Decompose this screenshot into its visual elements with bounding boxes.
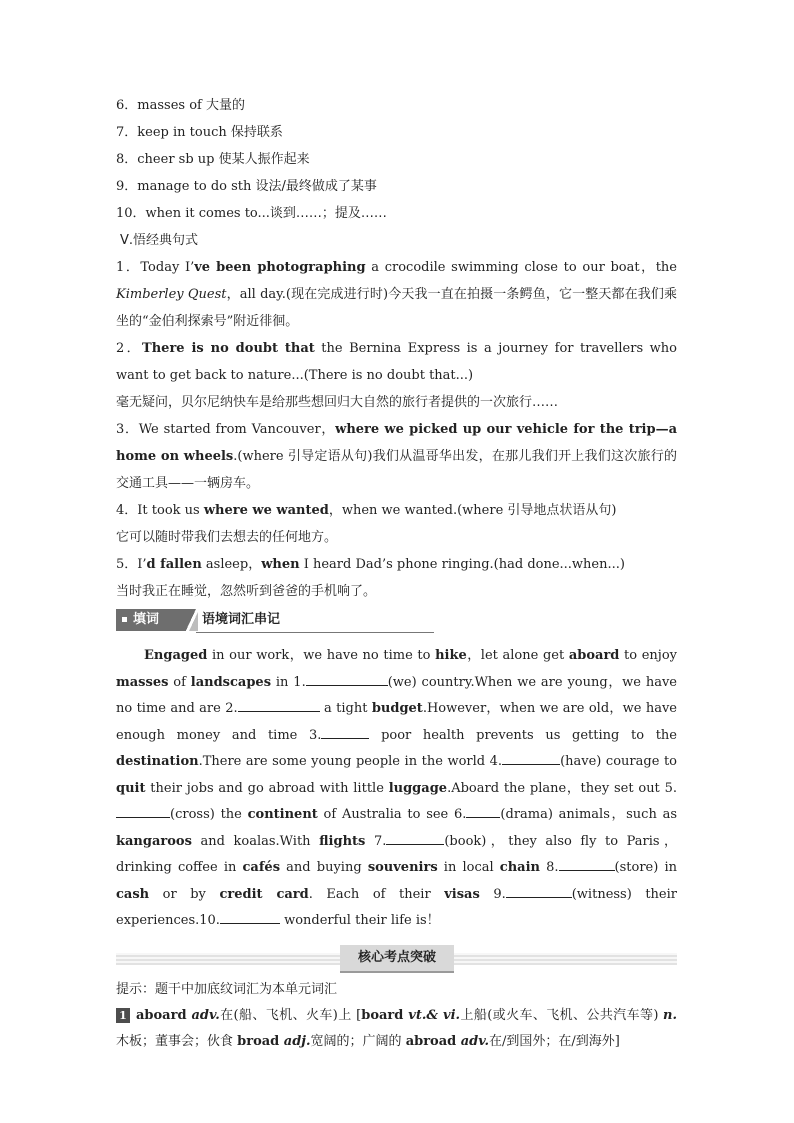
- sentence-text: 3．We started from Vancouver，: [116, 422, 336, 437]
- answer-blank-10[interactable]: [220, 911, 280, 924]
- related-word: abroad: [405, 1033, 457, 1049]
- key-structure: d fallen: [146, 557, 202, 572]
- vocab-word: credit card: [219, 886, 309, 902]
- phrase-english: keep in touch: [137, 125, 231, 140]
- sentence-4-translation: 它可以随时带我们去想去的任何地方。: [116, 530, 338, 545]
- vocab-word: quit: [116, 780, 146, 796]
- phrase-item: [116, 200, 677, 227]
- phrase-list: [116, 92, 677, 227]
- phrase-item: [116, 92, 677, 119]
- passage-text: or by: [149, 886, 220, 902]
- phrase-chinese: 使某人振作起来: [218, 152, 310, 167]
- phrase-number: 10．: [116, 206, 146, 221]
- passage-text: in local: [437, 860, 500, 875]
- page-content: [116, 92, 677, 1055]
- phrase-item: [116, 146, 677, 173]
- banner-tag: [116, 609, 192, 631]
- sentence-4: [116, 497, 677, 524]
- sentence-text: a crocodile swimming close to our boat，the: [365, 260, 677, 275]
- vocab-word: chain: [499, 860, 540, 875]
- answer-blank-3[interactable]: [321, 726, 369, 739]
- passage-text: of: [168, 674, 191, 690]
- vocab-word: cafés: [242, 860, 281, 875]
- key-structure: where we picked up our vehicle for the trip—a home on wheels: [116, 422, 677, 464]
- passage-text: (book)，they also fly to Paris，drinking coffee in: [116, 833, 677, 875]
- vocab-word: budget: [371, 701, 423, 716]
- phrase-number: 8．: [116, 152, 138, 167]
- vocab-word: kangaroos: [116, 833, 192, 849]
- cloze-passage: [116, 643, 677, 935]
- vocab-word: Engaged: [144, 648, 208, 663]
- phrase-number: 7．: [116, 125, 138, 140]
- passage-text: (drama) animals，such as: [500, 807, 677, 822]
- vocab-entry-1: [116, 1003, 677, 1055]
- passage-text: their jobs and go abroad with little: [145, 780, 389, 796]
- ship-name: Kimberley Quest: [116, 287, 227, 302]
- answer-blank-4[interactable]: [502, 752, 560, 765]
- hint-text: 提示：题干中加底纹词汇为本单元词汇: [116, 981, 338, 997]
- passage-text: . Each of their: [308, 886, 445, 902]
- passage-text: and buying: [280, 860, 368, 875]
- entry-number-badge: 1: [116, 1008, 130, 1023]
- key-structure: ve been photographing: [194, 260, 366, 275]
- key-structure: when: [261, 557, 300, 572]
- phrase-english: when it comes to...: [145, 206, 270, 221]
- vocab-word: continent: [247, 807, 318, 822]
- sentence-text: .(where 引导定语从句)我们从温哥华出发，在那儿我们开上我们这次旅行的交通工具——一辆房车。: [116, 449, 677, 491]
- passage-text: .Aboard the plane，they set out 5.: [447, 780, 677, 796]
- sentence-1: [116, 254, 677, 335]
- part-of-speech: n.: [663, 1007, 677, 1023]
- sentence-5: [116, 551, 677, 578]
- sentence-text: 5．I’: [116, 557, 147, 572]
- passage-text: 9.: [479, 886, 506, 902]
- square-bullet-icon: [122, 617, 127, 622]
- slash-divider-icon: [186, 609, 198, 631]
- passage-text: poor health prevents us getting to the: [369, 727, 677, 743]
- passage-text: 8.: [539, 860, 559, 875]
- core-section-header: [116, 945, 677, 973]
- sentence-text: 2．: [116, 341, 143, 356]
- passage-text: to enjoy: [619, 648, 677, 663]
- sentence-text: ，all day.(现在完成进行时)今天我一直在拍摄一条鳄鱼，它一整天都在我们乘坐的“金伯利探索号”附近徘徊。: [116, 287, 678, 329]
- passage-text: .There are some young people in the world 4.: [198, 754, 503, 769]
- vocab-word: cash: [116, 886, 150, 902]
- part-of-speech: adj.: [279, 1033, 311, 1049]
- passage-text: in our work，we have no time to: [207, 648, 436, 663]
- sentence-3: [116, 416, 677, 497]
- sentence-2: [116, 335, 677, 389]
- vocab-word: flights: [319, 833, 366, 849]
- phrase-number: 6．: [116, 98, 138, 113]
- answer-blank-5[interactable]: [116, 805, 170, 818]
- key-structure: There is no doubt that: [142, 341, 315, 356]
- passage-text: (witness) their experiences.10.: [116, 886, 677, 928]
- key-structure: where we wanted: [203, 503, 329, 518]
- passage-text: and koalas.With: [191, 833, 320, 849]
- phrase-english: masses of: [137, 98, 206, 113]
- passage-text: (have) courage to: [560, 754, 677, 769]
- core-section-title: 核心考点突破: [340, 945, 454, 973]
- part-of-speech: adv.: [186, 1007, 220, 1023]
- vocab-word: aboard: [568, 648, 620, 663]
- definition: 宽阔的；广阔的: [310, 1033, 406, 1049]
- answer-blank-9[interactable]: [506, 885, 572, 898]
- fill-words-banner: [116, 609, 677, 633]
- phrase-english: cheer sb up: [137, 152, 219, 167]
- passage-text: (cross) the: [170, 807, 248, 822]
- passage-text: wonderful their life is！: [279, 913, 440, 928]
- sentence-5-translation: 当时我正在睡觉，忽然听到爸爸的手机响了。: [116, 584, 377, 599]
- part-of-speech: vt.& vi.: [403, 1007, 461, 1023]
- phrase-chinese: 设法/最终做成了某事: [255, 179, 377, 194]
- banner-underline: [196, 632, 434, 633]
- headword: aboard: [136, 1007, 187, 1023]
- answer-blank-2[interactable]: [238, 699, 320, 712]
- related-word: board: [361, 1007, 404, 1023]
- vocab-word: landscapes: [190, 674, 272, 690]
- passage-text: ，let alone get: [466, 648, 569, 663]
- passage-text: a tight: [319, 701, 372, 716]
- passage-text: in 1.: [271, 674, 306, 690]
- passage-text: 7.: [365, 833, 387, 849]
- answer-blank-8[interactable]: [559, 858, 615, 871]
- definition: 在(船、飞机、火车)上 [: [219, 1007, 362, 1023]
- answer-blank-1[interactable]: [306, 673, 388, 686]
- definition: 木板；董事会；伙食: [116, 1033, 238, 1049]
- definition: 在/到国外；在/到海外]: [489, 1033, 620, 1049]
- sentence-2-translation: 毫无疑问，贝尔尼纳快车是给那些想回归大自然的旅行者提供的一次旅行……: [116, 395, 559, 410]
- phrase-item: [116, 173, 677, 200]
- section-heading: Ⅴ.悟经典句式: [120, 233, 199, 248]
- sentence-text: 4．It took us: [116, 503, 204, 518]
- passage-text: (store) in: [614, 860, 677, 875]
- sentence-text: ，when we wanted.(where 引导地点状语从句): [328, 503, 617, 518]
- vocab-word: souvenirs: [367, 860, 438, 875]
- passage-text: of Australia to see 6.: [317, 807, 467, 822]
- phrase-chinese: 谈到……；提及……: [269, 206, 387, 221]
- phrase-chinese: 大量的: [205, 98, 245, 113]
- sentence-text: asleep，: [201, 557, 262, 572]
- answer-blank-6[interactable]: [466, 805, 500, 818]
- phrase-number: 9．: [116, 179, 138, 194]
- sentence-text: the Bernina Express is a journey for travellers who want to get back to nature...(There is no doubt that...): [116, 341, 677, 383]
- vocab-word: masses: [116, 674, 169, 690]
- vocab-word: destination: [116, 754, 199, 769]
- sentence-text: 1．Today I’: [116, 260, 195, 275]
- vocab-word: luggage: [388, 780, 448, 796]
- vocab-word: visas: [444, 886, 480, 902]
- phrase-item: [116, 119, 677, 146]
- passage-text: (we) country.When we are young，we have no time and are 2.: [116, 674, 677, 716]
- phrase-english: manage to do sth: [137, 179, 256, 194]
- banner-tag-label: 填词: [133, 612, 160, 627]
- passage-text: .However，when we are old，we have enough money and time 3.: [116, 701, 678, 743]
- part-of-speech: adv.: [456, 1033, 490, 1049]
- related-word: broad: [237, 1033, 280, 1049]
- vocab-word: hike: [435, 648, 467, 663]
- banner-title: 语境词汇串记: [202, 612, 281, 627]
- phrase-chinese: 保持联系: [230, 125, 283, 140]
- sentence-text: I heard Dad’s phone ringing.(had done...when...): [299, 557, 625, 572]
- answer-blank-7[interactable]: [386, 832, 444, 845]
- definition: 上船(或火车、飞机、公共汽车等): [460, 1007, 664, 1023]
